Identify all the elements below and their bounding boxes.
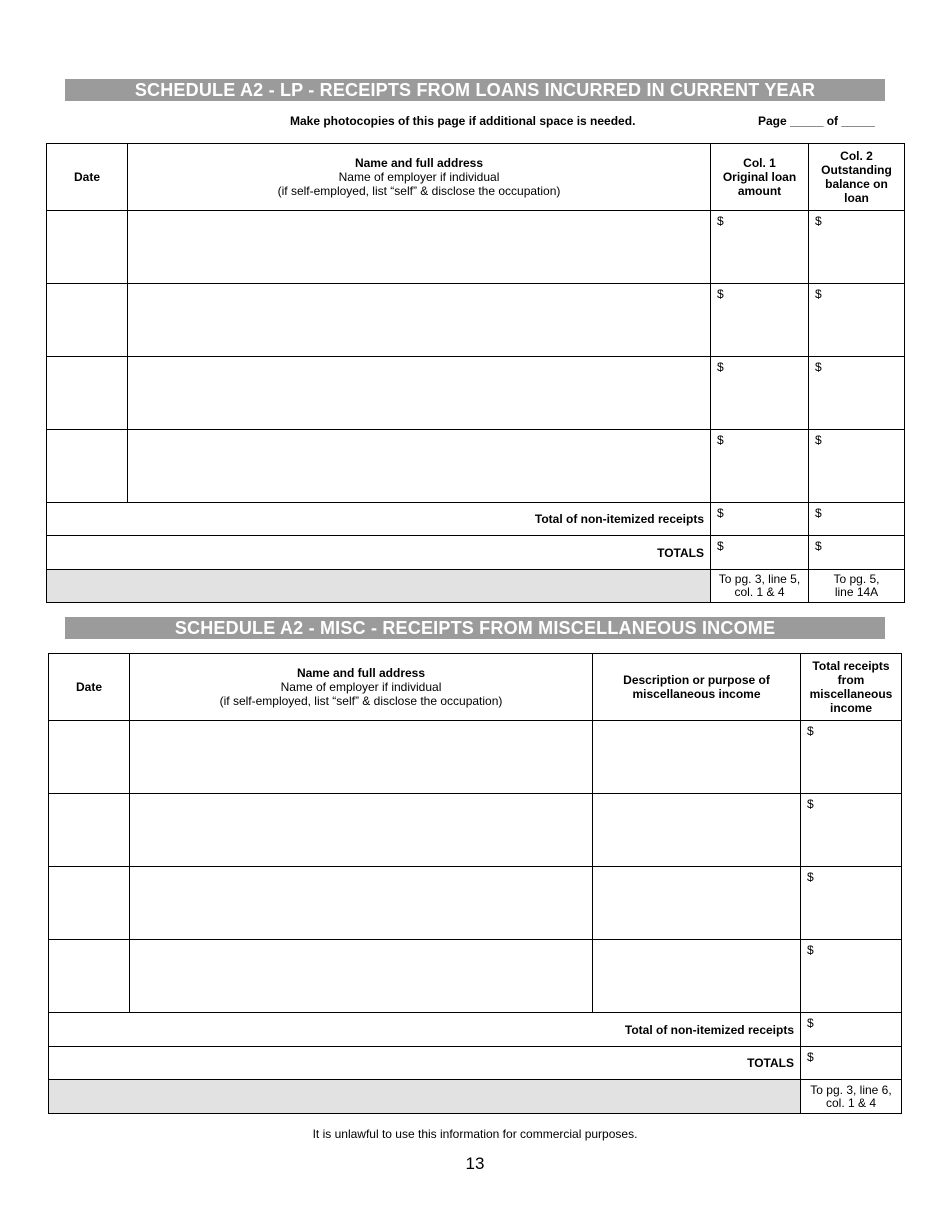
lp-name-header: Name and full address Name of employer if individual (if self-employed, list “self” & disclose the occupation) [128,144,711,211]
misc-totals-label: TOTALS [49,1047,801,1080]
misc-total-cell[interactable]: $ [801,940,902,1013]
misc-date-cell[interactable] [49,794,130,867]
misc-name-cell[interactable] [130,940,593,1013]
lp-name-cell[interactable] [128,357,711,430]
misc-name-cell[interactable] [130,867,593,940]
table-row [47,211,905,284]
lp-col1-header: Col. 1 Original loan amount [711,144,809,211]
lp-name-cell[interactable] [128,211,711,284]
commercial-use-notice: It is unlawful to use this information for commercial purposes. [312,1127,638,1141]
lp-col1-cell[interactable]: $ [711,430,809,503]
misc-income-table [48,653,902,1114]
table-row [47,430,905,503]
lp-name-cell[interactable] [128,430,711,503]
misc-description-cell[interactable] [593,867,801,940]
lp-totals-col2[interactable]: $ [809,536,905,570]
misc-total-cell[interactable]: $ [801,721,902,794]
lp-date-cell[interactable] [47,430,128,503]
misc-nonitemized-label: Total of non-itemized receipts [49,1013,801,1047]
lp-nonitemized-row [47,503,905,536]
lp-col2-destination: To pg. 5, line 14A [809,570,905,603]
lp-date-cell[interactable] [47,211,128,284]
misc-nonitemized-row [49,1013,902,1047]
misc-date-cell[interactable] [49,940,130,1013]
misc-total-header: Total receipts from miscellaneous income [801,654,902,721]
photocopy-note: Make photocopies of this page if additional space is needed. [290,114,636,128]
page-of-field[interactable]: Page _____ of _____ [758,114,875,128]
misc-description-cell[interactable] [593,721,801,794]
table-row [49,721,902,794]
misc-schedule-banner: SCHEDULE A2 - MISC - RECEIPTS FROM MISCELLANEOUS INCOME [65,617,885,639]
misc-date-cell[interactable] [49,867,130,940]
lp-loans-table [46,143,905,603]
lp-nonitemized-label: Total of non-itemized receipts [47,503,711,536]
misc-name-cell[interactable] [130,721,593,794]
lp-col1-cell[interactable]: $ [711,211,809,284]
lp-col2-cell[interactable]: $ [809,430,905,503]
lp-col1-destination: To pg. 3, line 5, col. 1 & 4 [711,570,809,603]
lp-date-cell[interactable] [47,284,128,357]
lp-col2-cell[interactable]: $ [809,284,905,357]
table-row [49,940,902,1013]
misc-total-cell[interactable]: $ [801,867,902,940]
table-row [47,284,905,357]
misc-header-row [49,654,902,721]
lp-col2-cell[interactable]: $ [809,357,905,430]
misc-date-cell[interactable] [49,721,130,794]
table-row [49,794,902,867]
misc-totals-row [49,1047,902,1080]
misc-description-cell[interactable] [593,940,801,1013]
misc-total-cell[interactable]: $ [801,794,902,867]
misc-total-destination: To pg. 3, line 6, col. 1 & 4 [801,1080,902,1114]
misc-name-header: Name and full address Name of employer if individual (if self-employed, list “self” & disclose the occupation) [130,654,593,721]
lp-col1-cell[interactable]: $ [711,284,809,357]
lp-date-cell[interactable] [47,357,128,430]
lp-col2-cell[interactable]: $ [809,211,905,284]
lp-col1-cell[interactable]: $ [711,357,809,430]
lp-date-header: Date [47,144,128,211]
misc-date-header: Date [49,654,130,721]
page-number: 13 [465,1154,485,1173]
lp-col2-header: Col. 2 Outstanding balance on loan [809,144,905,211]
lp-gray-filler [47,570,711,603]
lp-totals-row [47,536,905,570]
lp-header-row [47,144,905,211]
lp-schedule-banner: SCHEDULE A2 - LP - RECEIPTS FROM LOANS INCURRED IN CURRENT YEAR [65,79,885,101]
lp-name-cell[interactable] [128,284,711,357]
misc-description-header: Description or purpose of miscellaneous income [593,654,801,721]
misc-destination-row [49,1080,902,1114]
table-row [47,357,905,430]
table-row [49,867,902,940]
lp-destination-row [47,570,905,603]
misc-nonitemized-total[interactable]: $ [801,1013,902,1047]
lp-nonitemized-col1[interactable]: $ [711,503,809,536]
misc-totals-total[interactable]: $ [801,1047,902,1080]
misc-description-cell[interactable] [593,794,801,867]
lp-nonitemized-col2[interactable]: $ [809,503,905,536]
lp-totals-label: TOTALS [47,536,711,570]
misc-gray-filler [49,1080,801,1114]
lp-totals-col1[interactable]: $ [711,536,809,570]
misc-name-cell[interactable] [130,794,593,867]
